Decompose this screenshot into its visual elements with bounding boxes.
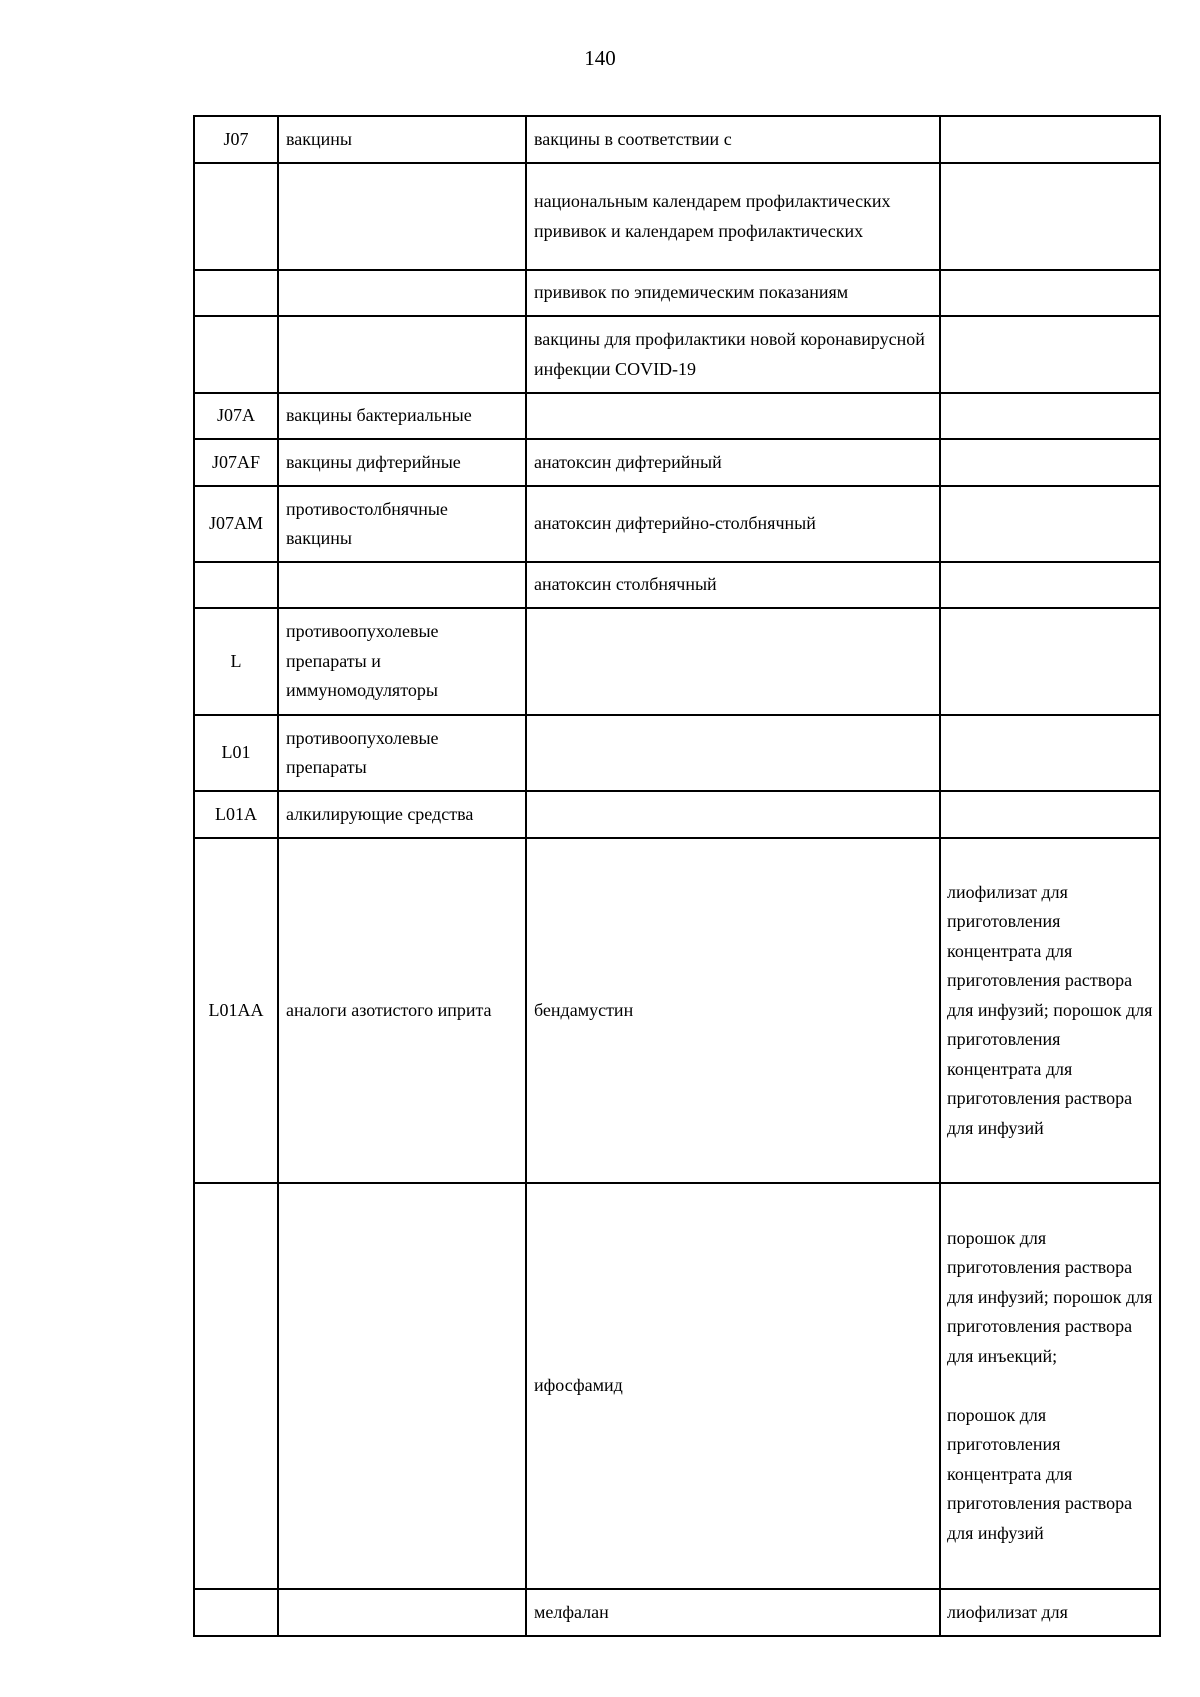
atc-code-cell — [194, 562, 278, 608]
table-row — [194, 1183, 1160, 1589]
dosage-forms-cell — [940, 715, 1160, 791]
atc-code-cell — [194, 1183, 278, 1589]
atc-group-cell — [278, 270, 526, 316]
table-row — [194, 608, 1160, 715]
substance-cell: ифосфамид — [526, 1183, 940, 1589]
atc-code-cell: J07AF — [194, 439, 278, 486]
atc-group-cell: вакцины дифтерийные — [278, 439, 526, 486]
substance-cell: анатоксин дифтерийный — [526, 439, 940, 486]
substance-cell: национальным календарем профилактических прививок и календарем профилактических — [526, 163, 940, 270]
dosage-forms-cell — [940, 562, 1160, 608]
atc-code-cell: J07A — [194, 393, 278, 439]
table-row — [194, 838, 1160, 1183]
dosage-forms-cell — [940, 791, 1160, 838]
atc-code-cell: L01AA — [194, 838, 278, 1183]
dosage-forms-cell — [940, 393, 1160, 439]
atc-code-cell — [194, 1589, 278, 1636]
table-row — [194, 393, 1160, 439]
substance-cell: анатоксин дифтерийно-столбнячный — [526, 486, 940, 562]
atc-code-cell: L — [194, 608, 278, 715]
atc-code-cell — [194, 316, 278, 393]
table-row — [194, 486, 1160, 562]
table-row — [194, 163, 1160, 270]
dosage-forms-cell — [940, 163, 1160, 270]
dosage-forms-cell — [940, 608, 1160, 715]
atc-code-cell — [194, 270, 278, 316]
atc-group-cell: алкилирующие средства — [278, 791, 526, 838]
substance-cell: вакцины для профилактики новой коронавирусной инфекции COVID-19 — [526, 316, 940, 393]
atc-code-cell: L01 — [194, 715, 278, 791]
dosage-forms-cell — [940, 486, 1160, 562]
substance-cell: анатоксин столбнячный — [526, 562, 940, 608]
atc-group-cell — [278, 163, 526, 270]
drug-table — [193, 115, 1161, 1637]
substance-cell: мелфалан — [526, 1589, 940, 1636]
dosage-forms-cell — [940, 116, 1160, 163]
table-row — [194, 562, 1160, 608]
table-row — [194, 316, 1160, 393]
dosage-forms-cell: порошок для приготовления раствора для инфузий; порошок для приготовления раствора для инъекций; порошок для приготовления концентрата для приготовления раствора для инфузий — [940, 1183, 1160, 1589]
substance-cell: вакцины в соответствии с — [526, 116, 940, 163]
atc-group-cell: противоопухолевые препараты и иммуномодуляторы — [278, 608, 526, 715]
substance-cell — [526, 791, 940, 838]
table-row — [194, 439, 1160, 486]
substance-cell — [526, 393, 940, 439]
drug-table-body — [194, 116, 1160, 1636]
atc-group-cell — [278, 316, 526, 393]
atc-group-cell: вакцины бактериальные — [278, 393, 526, 439]
atc-code-cell: L01A — [194, 791, 278, 838]
table-row — [194, 791, 1160, 838]
table-row — [194, 715, 1160, 791]
table-row — [194, 270, 1160, 316]
page-number: 140 — [584, 46, 616, 70]
substance-cell — [526, 608, 940, 715]
atc-group-cell: вакцины — [278, 116, 526, 163]
atc-group-cell — [278, 1589, 526, 1636]
dosage-forms-cell: лиофилизат для — [940, 1589, 1160, 1636]
substance-cell: прививок по эпидемическим показаниям — [526, 270, 940, 316]
atc-code-cell — [194, 163, 278, 270]
substance-cell — [526, 715, 940, 791]
substance-cell: бендамустин — [526, 838, 940, 1183]
table-row — [194, 116, 1160, 163]
dosage-forms-cell: лиофилизат для приготовления концентрата для приготовления раствора для инфузий; порошок для приготовления концентрата для приготовления раствора для инфузий — [940, 838, 1160, 1183]
atc-group-cell: аналоги азотистого иприта — [278, 838, 526, 1183]
dosage-forms-cell — [940, 270, 1160, 316]
dosage-forms-cell — [940, 316, 1160, 393]
atc-group-cell — [278, 1183, 526, 1589]
atc-group-cell: противоопухолевые препараты — [278, 715, 526, 791]
atc-group-cell: противостолбнячные вакцины — [278, 486, 526, 562]
atc-group-cell — [278, 562, 526, 608]
atc-code-cell: J07AM — [194, 486, 278, 562]
dosage-forms-cell — [940, 439, 1160, 486]
table-row — [194, 1589, 1160, 1636]
atc-code-cell: J07 — [194, 116, 278, 163]
